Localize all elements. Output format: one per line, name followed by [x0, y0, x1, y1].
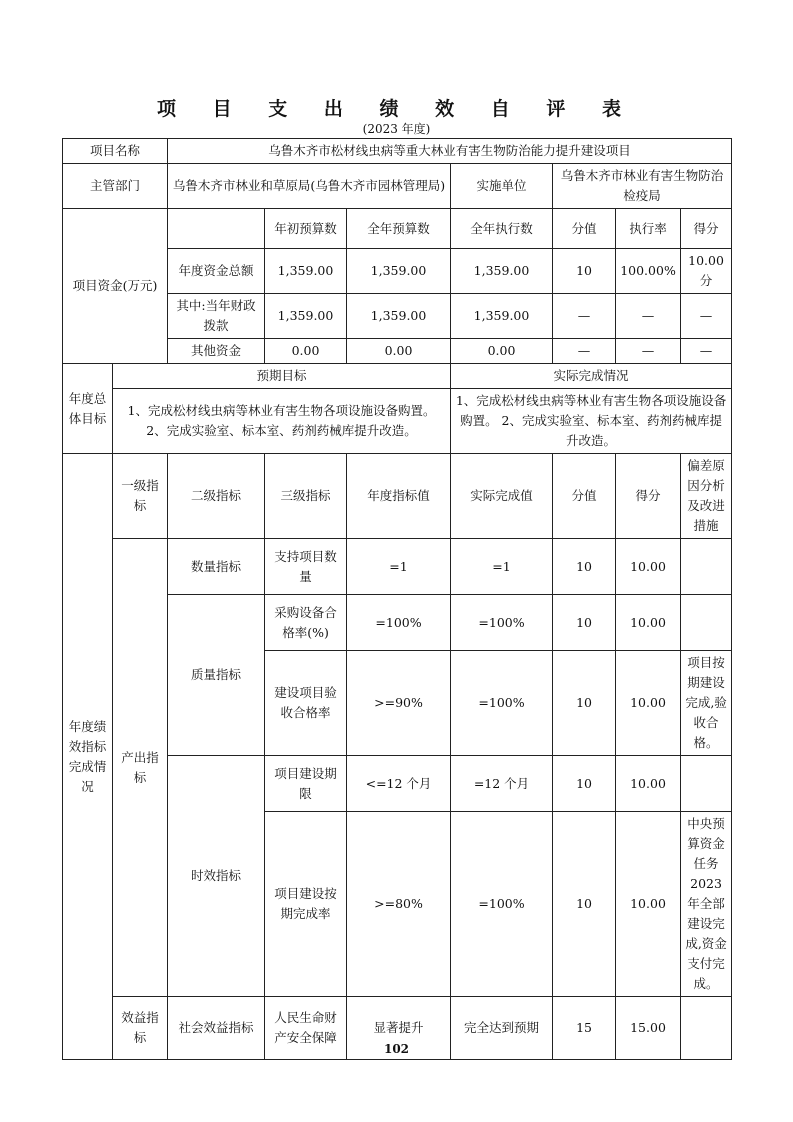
indicator-row — [63, 539, 732, 595]
impl-label: 实施单位 — [451, 164, 553, 209]
got-value: 10.00 — [616, 756, 681, 812]
target-value: >=90% — [347, 651, 451, 756]
dept-label: 主管部门 — [63, 164, 168, 209]
funds-cell: 1,359.00 — [451, 249, 553, 294]
level2-social: 社会效益指标 — [168, 997, 265, 1060]
funds-header-5: 执行率 — [616, 209, 681, 249]
indicator-header: 实际完成值 — [451, 454, 553, 539]
level3-name: 人民生命财产安全保障 — [265, 997, 347, 1060]
indicator-header-row — [63, 454, 732, 539]
funds-cell: 1,359.00 — [451, 294, 553, 339]
goals-expected: 1、完成松材线虫病等林业有害生物各项设施设备购置。 2、完成实验室、标本室、药剂药械库提升改造。 — [113, 389, 451, 454]
actual-value: =100% — [451, 812, 553, 997]
funds-header-1: 年初预算数 — [265, 209, 347, 249]
dept-value: 乌鲁木齐市林业和草原局(乌鲁木齐市园林管理局) — [168, 164, 451, 209]
funds-row-name: 其中:当年财政拨款 — [168, 294, 265, 339]
funds-cell: 0.00 — [265, 339, 347, 364]
goals-expected-header: 预期目标 — [113, 364, 451, 389]
indicator-header: 年度指标值 — [347, 454, 451, 539]
goals-content-row — [63, 389, 732, 454]
funds-header-2: 全年预算数 — [347, 209, 451, 249]
goals-label: 年度总体目标 — [63, 364, 113, 454]
score-value: 10 — [553, 756, 616, 812]
impl-value: 乌鲁木齐市林业有害生物防治检疫局 — [553, 164, 732, 209]
performance-table — [62, 138, 732, 1060]
funds-row-name: 年度资金总额 — [168, 249, 265, 294]
deviation-note — [681, 756, 732, 812]
got-value: 10.00 — [616, 651, 681, 756]
level3-name: 支持项目数量 — [265, 539, 347, 595]
funds-cell: 1,359.00 — [347, 294, 451, 339]
funds-header-row — [63, 209, 732, 249]
score-value: 10 — [553, 539, 616, 595]
funds-cell: — — [616, 339, 681, 364]
level2-quantity: 数量指标 — [168, 539, 265, 595]
level3-name: 采购设备合格率(%) — [265, 595, 347, 651]
target-value: =100% — [347, 595, 451, 651]
indicator-header: 二级指标 — [168, 454, 265, 539]
funds-header-6: 得分 — [681, 209, 732, 249]
level1-benefit: 效益指标 — [113, 997, 168, 1060]
actual-value: =100% — [451, 595, 553, 651]
got-value: 15.00 — [616, 997, 681, 1060]
deviation-note — [681, 595, 732, 651]
funds-cell: — — [616, 294, 681, 339]
deviation-note: 项目按期建设完成,验收合格。 — [681, 651, 732, 756]
goals-header-row — [63, 364, 732, 389]
year-subtitle: (2023 年度) — [362, 122, 431, 136]
funds-cell: — — [681, 339, 732, 364]
level1-output: 产出指标 — [113, 539, 168, 997]
project-name-row — [63, 139, 732, 164]
target-value: >=80% — [347, 812, 451, 997]
indicator-header: 偏差原因分析及改进措施 — [681, 454, 732, 539]
got-value: 10.00 — [616, 812, 681, 997]
got-value: 10.00 — [616, 595, 681, 651]
page-title: 项 目 支 出 绩 效 自 评 表 — [157, 98, 636, 120]
actual-value: 完全达到预期 — [451, 997, 553, 1060]
funds-cell: 10.00 分 — [681, 249, 732, 294]
project-name-value: 乌鲁木齐市松材线虫病等重大林业有害生物防治能力提升建设项目 — [168, 139, 732, 164]
got-value: 10.00 — [616, 539, 681, 595]
actual-value: =1 — [451, 539, 553, 595]
funds-cell: 1,359.00 — [265, 249, 347, 294]
funds-cell: 0.00 — [347, 339, 451, 364]
level3-name: 项目建设期限 — [265, 756, 347, 812]
funds-cell: 0.00 — [451, 339, 553, 364]
level2-timeliness: 时效指标 — [168, 756, 265, 997]
score-value: 10 — [553, 595, 616, 651]
funds-header-blank — [168, 209, 265, 249]
score-value: 10 — [553, 812, 616, 997]
goals-actual: 1、完成松材线虫病等林业有害生物各项设施设备购置。 2、完成实验室、标本室、药剂药械库提升改造。 — [451, 389, 732, 454]
actual-value: =100% — [451, 651, 553, 756]
deviation-note — [681, 539, 732, 595]
page-number: 102 — [383, 1042, 410, 1056]
target-value: <=12 个月 — [347, 756, 451, 812]
indicator-header: 三级指标 — [265, 454, 347, 539]
funds-cell: 100.00% — [616, 249, 681, 294]
level2-quality: 质量指标 — [168, 595, 265, 756]
goals-actual-header: 实际完成情况 — [451, 364, 732, 389]
indicator-header: 得分 — [616, 454, 681, 539]
score-value: 10 — [553, 651, 616, 756]
target-value: 显著提升 — [347, 997, 451, 1060]
funds-cell: — — [553, 294, 616, 339]
level3-name: 项目建设按期完成率 — [265, 812, 347, 997]
funds-header-3: 全年执行数 — [451, 209, 553, 249]
indicator-section-label: 年度绩效指标完成情况 — [63, 454, 113, 1060]
score-value: 15 — [553, 997, 616, 1060]
funds-cell: — — [553, 339, 616, 364]
funds-cell: — — [681, 294, 732, 339]
target-value: =1 — [347, 539, 451, 595]
funds-cell: 1,359.00 — [265, 294, 347, 339]
department-row — [63, 164, 732, 209]
actual-value: =12 个月 — [451, 756, 553, 812]
funds-row-name: 其他资金 — [168, 339, 265, 364]
funds-header-4: 分值 — [553, 209, 616, 249]
deviation-note: 中央预算资金任务2023年全部建设完成,资金支付完成。 — [681, 812, 732, 997]
indicator-header: 分值 — [553, 454, 616, 539]
funds-label: 项目资金(万元) — [63, 209, 168, 364]
level3-name: 建设项目验收合格率 — [265, 651, 347, 756]
funds-cell: 1,359.00 — [347, 249, 451, 294]
project-name-label: 项目名称 — [63, 139, 168, 164]
funds-cell: 10 — [553, 249, 616, 294]
indicator-header: 一级指标 — [113, 454, 168, 539]
